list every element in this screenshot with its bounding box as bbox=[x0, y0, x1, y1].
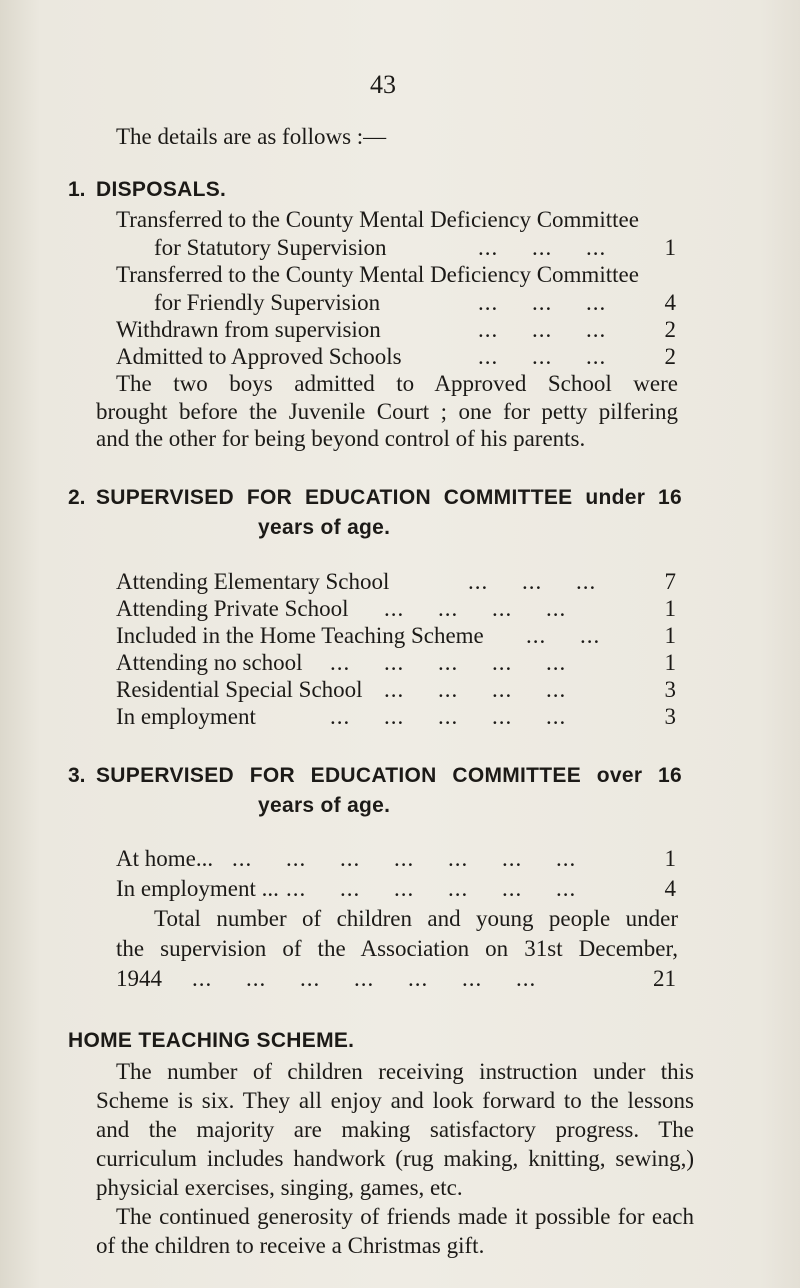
dot-leader: ... ... ... ... ... ... bbox=[286, 876, 577, 901]
section1-item2-line1: Transferred to the County Mental Deficiency Committee bbox=[116, 262, 639, 287]
section3-number: 3. bbox=[68, 764, 86, 787]
section2-row-value: 1 bbox=[664, 623, 676, 648]
home-teaching-heading: HOME TEACHING SCHEME. bbox=[68, 1029, 355, 1052]
dot-leader: ... ... ... ... bbox=[384, 596, 567, 621]
section1-item2-value: 4 bbox=[664, 290, 676, 315]
section1-item3-value: 2 bbox=[664, 317, 676, 342]
dot-leader: ... ... bbox=[526, 623, 601, 648]
dot-leader: ... ... ... bbox=[468, 569, 597, 594]
section2-heading-line2: years of age. bbox=[258, 516, 391, 539]
section3-total-line1: Total number of children and young people under bbox=[154, 906, 678, 931]
dot-leader: ... ... ... ... ... bbox=[330, 704, 567, 729]
section2-row-label: Included in the Home Teaching Scheme bbox=[116, 623, 484, 648]
intro-text: The details are as follows :— bbox=[116, 124, 387, 149]
dot-leader: ... ... ... ... ... ... ... bbox=[192, 966, 537, 991]
section1-item3: Withdrawn from supervision bbox=[116, 317, 381, 342]
section3-heading: SUPERVISED FOR EDUCATION COMMITTEE over 16 bbox=[96, 764, 682, 787]
section3-total-line2: the supervision of the Association on 31st December, bbox=[116, 936, 678, 961]
dot-leader: ... ... ... bbox=[478, 235, 607, 260]
section3-row1-value: 1 bbox=[664, 846, 676, 871]
section2-row-label: In employment bbox=[116, 704, 256, 729]
home-teaching-para2: The continued generosity of friends made it possible for each of the children to receive a Christmas gift. bbox=[96, 1204, 694, 1258]
section1-note-line3: and the other for being beyond control of his parents. bbox=[96, 426, 586, 451]
section2-row-value: 3 bbox=[664, 677, 676, 702]
section2-row-label: Attending no school bbox=[116, 650, 303, 675]
section1-note-line2: brought before the Juvenile Court ; one for petty pilfering bbox=[96, 399, 678, 424]
dot-leader: ... ... ... bbox=[478, 290, 607, 315]
section2-row-label: Residential Special School bbox=[116, 677, 363, 702]
dot-leader: ... ... ... ... bbox=[384, 677, 567, 702]
section3-row1-label: At home... bbox=[116, 846, 214, 871]
section2-number: 2. bbox=[68, 486, 86, 509]
section3-heading-line2: years of age. bbox=[258, 794, 391, 817]
dot-leader: ... ... ... bbox=[478, 344, 607, 369]
section2-row-label: Attending Private School bbox=[116, 596, 349, 621]
section3-row2-value: 4 bbox=[664, 876, 676, 901]
section2-row-value: 7 bbox=[664, 569, 676, 594]
page-number: 43 bbox=[370, 70, 396, 99]
dot-leader: ... ... ... ... ... ... ... bbox=[232, 846, 577, 871]
section2-heading: SUPERVISED FOR EDUCATION COMMITTEE under 16 bbox=[96, 486, 682, 509]
section1-item4-value: 2 bbox=[664, 344, 676, 369]
section1-item1-line1: Transferred to the County Mental Deficiency Committee bbox=[116, 207, 639, 232]
home-teaching-para1: The number of children receiving instruction under this Scheme is six. They all enjoy and look forward to the lessons and the majority are making satisfactory progress. The curriculum includes handwork (rug making, knitting, sewing,) physicial exercises, singing, games, etc. bbox=[96, 1059, 694, 1200]
section3-row2-label: In employment ... bbox=[116, 876, 279, 901]
section1-heading: DISPOSALS. bbox=[96, 178, 227, 201]
section2-row-value: 3 bbox=[664, 704, 676, 729]
dot-leader: ... ... ... bbox=[478, 317, 607, 342]
section3-total-value: 21 bbox=[653, 966, 676, 991]
section2-row-value: 1 bbox=[664, 596, 676, 621]
dot-leader: ... ... ... ... ... bbox=[330, 650, 567, 675]
section2-row-value: 1 bbox=[664, 650, 676, 675]
section1-item2-line2: for Friendly Supervision bbox=[154, 290, 381, 315]
section1-note-line1: The two boys admitted to Approved School were bbox=[116, 371, 678, 396]
section1-item1-line2: for Statutory Supervision bbox=[154, 235, 387, 260]
section1-item4: Admitted to Approved Schools bbox=[116, 344, 402, 369]
section1-number: 1. bbox=[68, 178, 86, 201]
section1-item1-value: 1 bbox=[664, 235, 676, 260]
section3-total-year: 1944 bbox=[116, 966, 162, 991]
section2-row-label: Attending Elementary School bbox=[116, 569, 390, 594]
